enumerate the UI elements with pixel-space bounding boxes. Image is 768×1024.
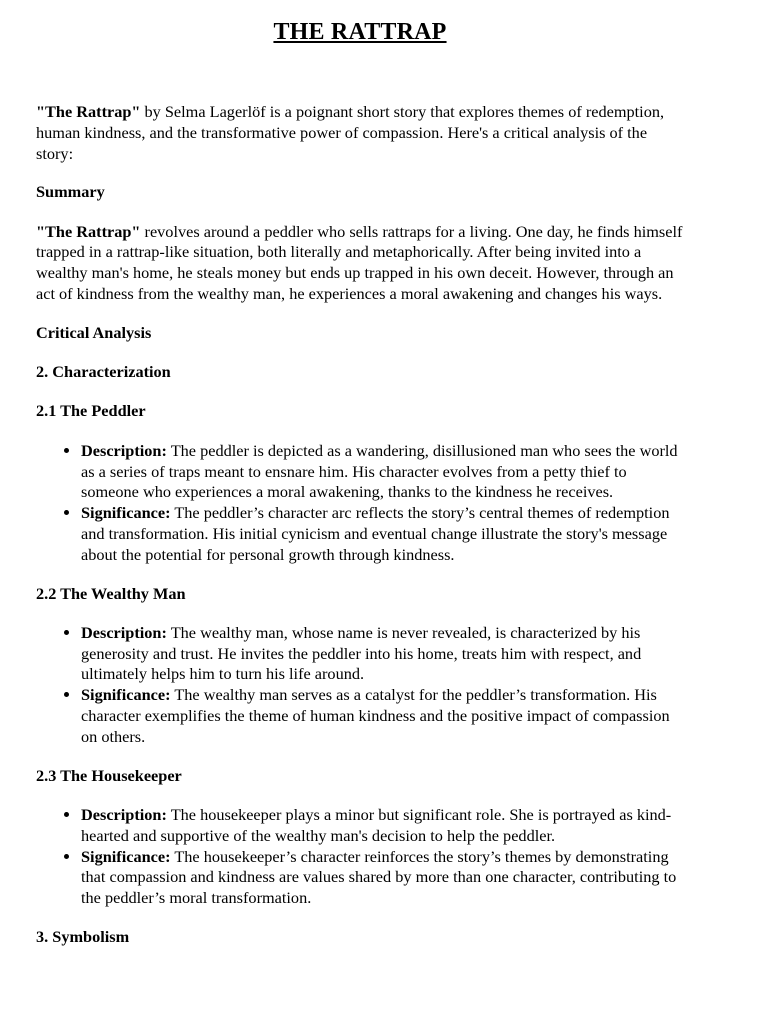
list-item bbox=[81, 623, 684, 685]
list-item-label: Significance: bbox=[81, 846, 171, 866]
summary-paragraph bbox=[36, 222, 684, 305]
list-item bbox=[81, 685, 684, 747]
critical-analysis-heading: Critical Analysis bbox=[36, 322, 152, 342]
housekeeper-list bbox=[36, 805, 684, 909]
list-item-text: The peddler’s character arc reflects the story’s central themes of redemption and transformation. His initial cynicism and eventual change illustrate the story's message about the potential for personal growth through kindness. bbox=[81, 503, 670, 564]
section-heading-peddler: 2.1 The Peddler bbox=[36, 401, 146, 421]
section-heading-housekeeper: 2.3 The Housekeeper bbox=[36, 765, 182, 785]
document-body bbox=[36, 102, 684, 966]
intro-story-title: "The Rattrap" bbox=[36, 102, 141, 121]
list-item-label: Significance: bbox=[81, 503, 171, 523]
list-item-text: The housekeeper plays a minor but significant role. She is portrayed as kind-hearted and supportive of the wealthy man's decision to help the peddler. bbox=[81, 804, 672, 845]
list-item-label: Description: bbox=[81, 440, 167, 460]
summary-text: revolves around a peddler who sells rattraps for a living. One day, he finds himself trapped in a rattrap-like situation, both literally and metaphorically. After being invited into a wealthy man's home, he steals money but ends up trapped in his own deceit. However, through an act of kindness from the wealthy man, he experiences a moral awakening and changes his ways. bbox=[36, 221, 683, 304]
list-item bbox=[81, 805, 684, 847]
characterization-heading: 2. Characterization bbox=[36, 362, 171, 382]
symbolism-heading: 3. Symbolism bbox=[36, 926, 130, 946]
list-item-label: Description: bbox=[81, 622, 167, 642]
wealthy-man-list bbox=[36, 623, 684, 748]
list-item bbox=[81, 503, 684, 565]
summary-story-title: "The Rattrap" bbox=[36, 221, 141, 241]
document-title: THE RATTRAP bbox=[273, 19, 447, 45]
summary-heading: Summary bbox=[36, 182, 105, 202]
list-item bbox=[81, 441, 684, 503]
section-heading-wealthy-man: 2.2 The Wealthy Man bbox=[36, 583, 186, 603]
list-item-label: Significance: bbox=[81, 685, 171, 705]
list-item-text: The wealthy man, whose name is never revealed, is characterized by his generosity and trust. He invites the peddler into his home, treats him with respect, and ultimately helps him to turn his life around. bbox=[81, 622, 642, 684]
list-item bbox=[81, 847, 684, 909]
intro-text: by Selma Lagerlöf is a poignant short story that explores themes of redemption, human kindness, and the transformative power of compassion. Here's a critical analysis of the story: bbox=[36, 102, 665, 163]
list-item-text: The housekeeper’s character reinforces the story’s themes by demonstrating that compassion and kindness are values shared by more than one character, contributing to the peddler’s moral transformation. bbox=[81, 846, 677, 908]
list-item-label: Description: bbox=[81, 804, 167, 824]
peddler-list bbox=[36, 441, 684, 566]
list-item-text: The peddler is depicted as a wandering, disillusioned man who sees the world as a series of traps meant to ensnare him. His character evolves from a petty thief to someone who experiences a moral awakening, thanks to the kindness he receives. bbox=[81, 440, 678, 502]
list-item-text: The wealthy man serves as a catalyst for the peddler’s transformation. His character exemplifies the theme of human kindness and the positive impact of compassion on others. bbox=[81, 685, 670, 746]
intro-paragraph bbox=[36, 102, 684, 164]
